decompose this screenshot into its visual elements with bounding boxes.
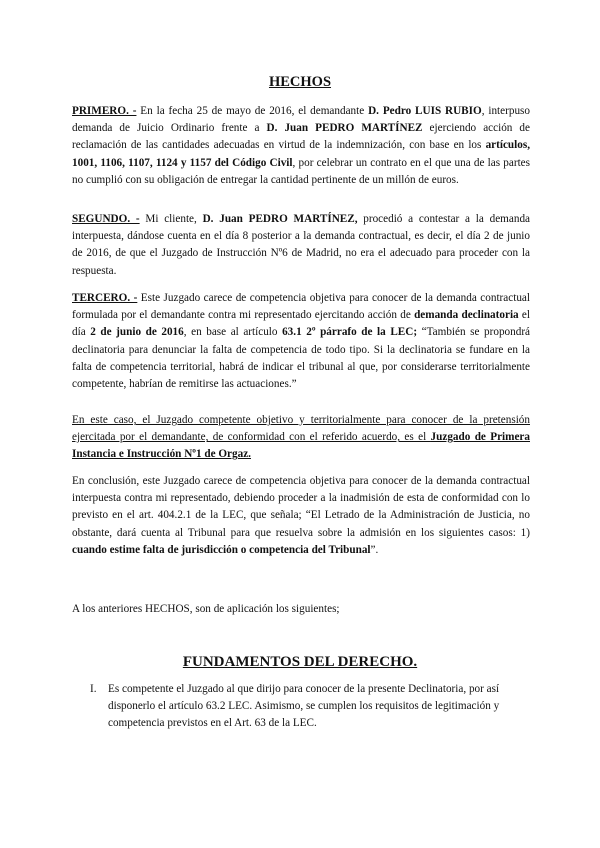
paragraph-segundo <box>72 211 530 280</box>
caso-bold-1: Juzgado de Primera Instancia e Instrucción Nº1 de Orgaz. <box>72 431 530 461</box>
hechos-heading: HECHOS <box>268 74 332 90</box>
primero-text-1: En la fecha 25 de mayo de 2016, el demandante <box>136 105 369 117</box>
segundo-bold-1: D. Juan PEDRO MARTÍNEZ, <box>202 213 358 225</box>
tercero-bold-1: demanda declinatoria <box>414 309 519 322</box>
segundo-text-2: procedió a contestar a la demanda interpuesta, dándose cuenta en el día 8 posterior a la demanda contractual, es decir, el día 2 de junio de 2016, de que el Juzgado de Instrucción Nº6 de Madrid, no era el adecuado para proceder con la respuesta. <box>72 213 530 277</box>
tercero-text-3: , en base al artículo <box>183 326 283 339</box>
conclusion-text-2: ”. <box>370 543 379 556</box>
caso-text-1: En este caso, el Juzgado competente objetivo y territorialmente para conocer de la pretensión ejercitada por el demandante, de conformidad con el referido acuerdo, es el <box>72 414 530 444</box>
paragraph-conclusion <box>72 473 530 559</box>
primero-bold-2: D. Juan PEDRO MARTÍNEZ <box>266 122 423 135</box>
conclusion-bold-1: cuando estime falta de jurisdicción o competencia del Tribunal <box>72 543 371 556</box>
tercero-bold-2: 2 de junio de 2016 <box>90 326 184 339</box>
paragraph-caso <box>72 412 530 464</box>
tercero-text-1: Este Juzgado carece de competencia objetiva para conocer de la demanda contractual formulada por el demandante contra mi representado ejercitando acción de <box>72 292 530 322</box>
list-item-number: I. <box>90 683 97 695</box>
primero-bold-1: D. Pedro LUIS RUBIO <box>368 105 482 117</box>
paragraph-tercero <box>72 290 530 393</box>
primero-text-4: , por celebrar un contrato en el que una de las partes no cumplió con su obligación de entregar la cantidad pertinente de un millón de euros. <box>72 156 530 186</box>
tercero-label: TERCERO. - <box>72 292 138 304</box>
fundamentos-heading: FUNDAMENTOS DEL DERECHO. <box>182 654 418 670</box>
primero-text-2: , interpuso demanda de Juicio Ordinario frente a <box>72 105 530 135</box>
paragraph-primero <box>72 103 530 189</box>
list-item-text: Es competente el Juzgado al que dirijo para conocer de la presente Declinatoria, por así disponerlo el artículo 63.2 LEC. Asimismo, se cumplen los requisitos de legitimación y competencia previstos en el Art. 63 de la LEC. <box>108 683 500 730</box>
segundo-text-1: Mi cliente, <box>139 213 203 225</box>
primero-bold-3: artículos, 1001, 1106, 1107, 1124 y 1157 del Código Civil <box>72 139 530 169</box>
segundo-label: SEGUNDO. - <box>72 213 140 225</box>
tercero-text-4: “También se propondrá declinatoria para denunciar la falta de competencia de todo tipo. Si la declinatoria se fundare en la falta de competencia territorial, habrá de indicar el tribunal al que, por considerarse territorialmente competente, habrían de remitirse las actuaciones.” <box>72 326 531 391</box>
tercero-text-2: el día <box>72 309 530 339</box>
tercero-bold-3: 63.1 2º párrafo de la LEC; <box>282 326 418 339</box>
conclusion-text-1: En conclusión, este Juzgado carece de competencia objetiva para conocer de la demanda contractual interpuesta contra mi representado, debiendo proceder a la inadmisión de esta de conformidad con lo previsto en el art. 404.2.1 de la LEC, que señala; “El Letrado de la Administración de Justicia, no obstante, dará cuenta al Tribunal para que resuelva sobre la admisión en los siguientes casos: 1) <box>72 475 530 539</box>
paragraph-anteriores: A los anteriores HECHOS, son de aplicación los siguientes; <box>72 603 340 615</box>
primero-label: PRIMERO. - <box>72 105 137 117</box>
primero-text-3: ejerciendo acción de reclamación de las cantidades adecuadas en virtud de la indemnización, con base en los <box>72 122 530 152</box>
